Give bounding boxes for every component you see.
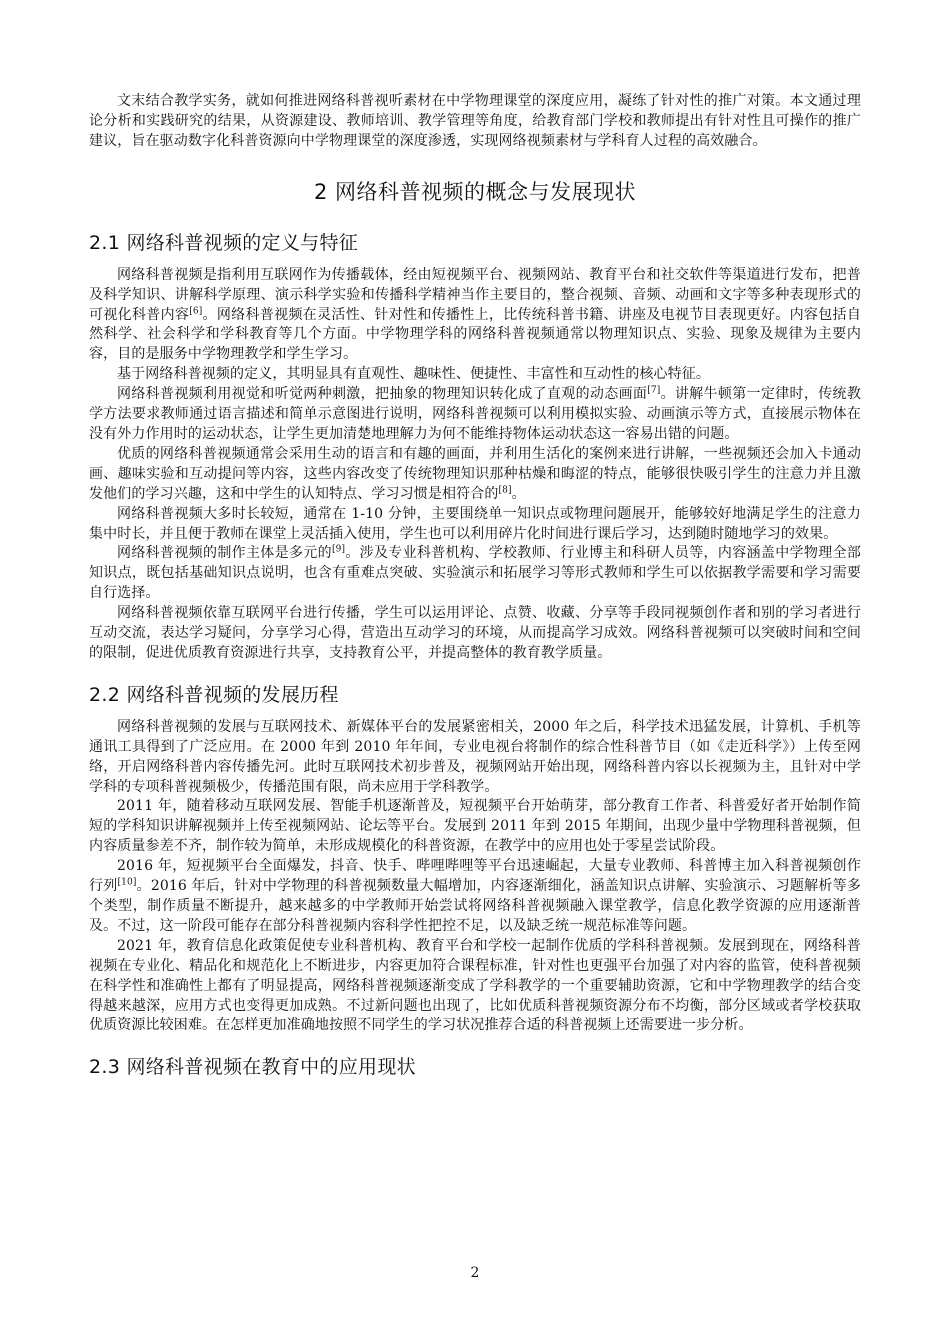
intro-block: [89, 92, 861, 152]
paragraph: 2021 年，教育信息化政策促使专业科普机构、教育平台和学校一起制作优质的学科科普视频。发展到现在，网络科普视频在专业化、精品化和规范化上不断进步，内容更加符合课程标准，针对性也更强平台加强了对内容的监管，使科普视频在科学性和准确性上都有了明显提高，网络科普视频逐渐变成了学科教学的一个重要辅助资源，它和中学物理教学的结合变得越来越深，应用方式也变得更加成熟。不过新问题也出现了，比如优质科普视频资源分布不均衡，部分区域或者学校获取优质资源比较困难。在怎样更加准确地按照不同学生的学习状况推荐合适的科普视频上还需要进一步分析。: [89, 937, 861, 1034]
section-2-2: [89, 682, 861, 1037]
section-2-3: [89, 1054, 861, 1080]
section-heading: 2.3 网络科普视频在教育中的应用现状: [89, 1056, 416, 1079]
intro-paragraph: 文末结合教学实务，就如何推进网络科普视听素材在中学物理课堂的深度应用，凝练了针对性的推广对策。本文通过理论分析和实践研究的结果，从资源建设、教师培训、教学管理等角度，给教育部门学校和教师提出有针对性且可操作的推广建议，旨在驱动数字化科普资源向中学物理课堂的深度渗透，实现网络视频素材与学科育人过程的高效融合。: [89, 93, 861, 149]
paragraph: 网络科普视频利用视觉和听觉两种刺激，把抽象的物理知识转化成了直观的动态画面[7]。讲解牛顿第一定律时，传统教学方法要求教师通过语言描述和简单示意图进行说明，网络科普视频可以利用模拟实验、动画演示等方式，直接展示物体在没有外力作用时的运动状态，让学生更加清楚地理解力为何不能维持物体运动状态这一容易出错的问题。: [89, 385, 861, 442]
page-number: 2: [470, 1265, 480, 1281]
citation: [6]: [189, 305, 203, 316]
paragraph: 网络科普视频的发展与互联网技术、新媒体平台的发展紧密相关，2000 年之后，科学技术迅猛发展，计算机、手机等通讯工具得到了广泛应用。在 2000 年到 2010 年年间，专业电视台将制作的综合性科普节目（如《走近科学》）上传至网络，开启网络科普内容传播先河。此时互联网技术初步普及，视频网站开始出现，网络科普内容以长视频为主，且针对中学学科的专项科普视频极少，传播范围有限，尚未应用于学科教学。: [89, 718, 861, 795]
section-spacer: [89, 1036, 861, 1054]
paragraph: 优质的网络科普视频通常会采用生动的语言和有趣的画面，并利用生活化的案例来进行讲解，一些视频还会加入卡通动画、趣味实验和互动提问等内容，这些内容改变了传统物理知识那种枯燥和晦涩的特点，能够很快吸引学生的注意力并且激发他们的学习兴趣，这和中学生的认知特点、学习习惯是相符合的[8]。: [89, 445, 861, 502]
section-2-1: [89, 230, 861, 664]
chapter-title: 2 网络科普视频的概念与发展现状: [313, 179, 637, 204]
paragraph: 2016 年，短视频平台全面爆发，抖音、快手、哔哩哔哩等平台迅速崛起，大量专业教师、科普博主加入科普视频创作行列[10]。2016 年后，针对中学物理的科普视频数量大幅增加，内容逐渐细化，涵盖知识点讲解、实验演示、习题解析等多个类型，制作质量不断提升，越来越多的中学教师开始尝试将网络科普视频融入课堂教学，信息化教学资源的应用逐渐普及。不过，这一阶段可能存在部分科普视频内容科学性把控不足，以及缺乏统一规范标准等问题。: [89, 858, 861, 934]
paragraph: 网络科普视频大多时长较短，通常在 1-10 分钟，主要围绕单一知识点或物理问题展开，能够较好地满足学生的注意力集中时长，并且便于教师在课堂上灵活插入使用，学生也可以利用碎片化时间进行课后学习，达到随时随地学习的效果。: [89, 505, 861, 542]
paragraph: 网络科普视频的制作主体是多元的[9]。涉及专业科普机构、学校教师、行业博主和科研人员等，内容涵盖中学物理全部知识点，既包括基础知识点说明，也含有重难点突破、实验演示和拓展学习等形式教师和学生可以依据教学需要和学习需要自行选择。: [89, 544, 861, 602]
section-heading: 2.2 网络科普视频的发展历程: [89, 683, 339, 706]
paragraph: 网络科普视频依靠互联网平台进行传播，学生可以运用评论、点赞、收藏、分享等手段同视频创作者和别的学习者进行互动交流，表达学习疑问，分享学习心得，营造出互动学习的环境，从而提高学习成效。网络科普视频可以突破时间和空间的限制，促进优质教育资源进行共享，支持教育公平，并提高整体的教育教学质量。: [89, 605, 861, 661]
citation: [7]: [647, 385, 661, 396]
paragraph: 2011 年，随着移动互联网发展、智能手机逐渐普及，短视频平台开始萌芽，部分教育工作者、科普爱好者开始制作简短的学科知识讲解视频并上传至视频网站、论坛等平台。发展到 2011 年到 2015 年期间，出现少量中学物理科普视频，但内容质量参差不齐，制作较为简单，未形成规模化的科普资源，在教学中的应用也处于零星尝试阶段。: [89, 798, 861, 855]
section-heading: 2.1 网络科普视频的定义与特征: [89, 231, 359, 254]
paragraph: 网络科普视频是指利用互联网作为传播载体，经由短视频平台、视频网站、教育平台和社交软件等渠道进行发布，把普及科学知识、讲解科学原理、演示科学实验和传播科学精神当作主要目的，整合视频、音频、动画和文字等多种表现形式的可视化科普内容[6]。网络科普视频在灵活性、针对性和传播性上，比传统科普书籍、讲座及电视节目表现更好。内容包括自然科学、社会科学和学科教育等几个方面。中学物理学科的网络科普视频通常以物理知识点、实验、现象及规律为主要内容，目的是服务中学物理教学和学生学习。: [89, 266, 861, 363]
page-content: [89, 92, 861, 1090]
citation: [8]: [498, 485, 512, 496]
citation: [9]: [331, 544, 346, 555]
paragraph: 基于网络科普视频的定义，其明显具有直观性、趣味性、便捷性、丰富性和互动性的核心特征。: [117, 366, 711, 383]
section-spacer: [89, 664, 861, 682]
citation: [10]: [117, 877, 137, 888]
